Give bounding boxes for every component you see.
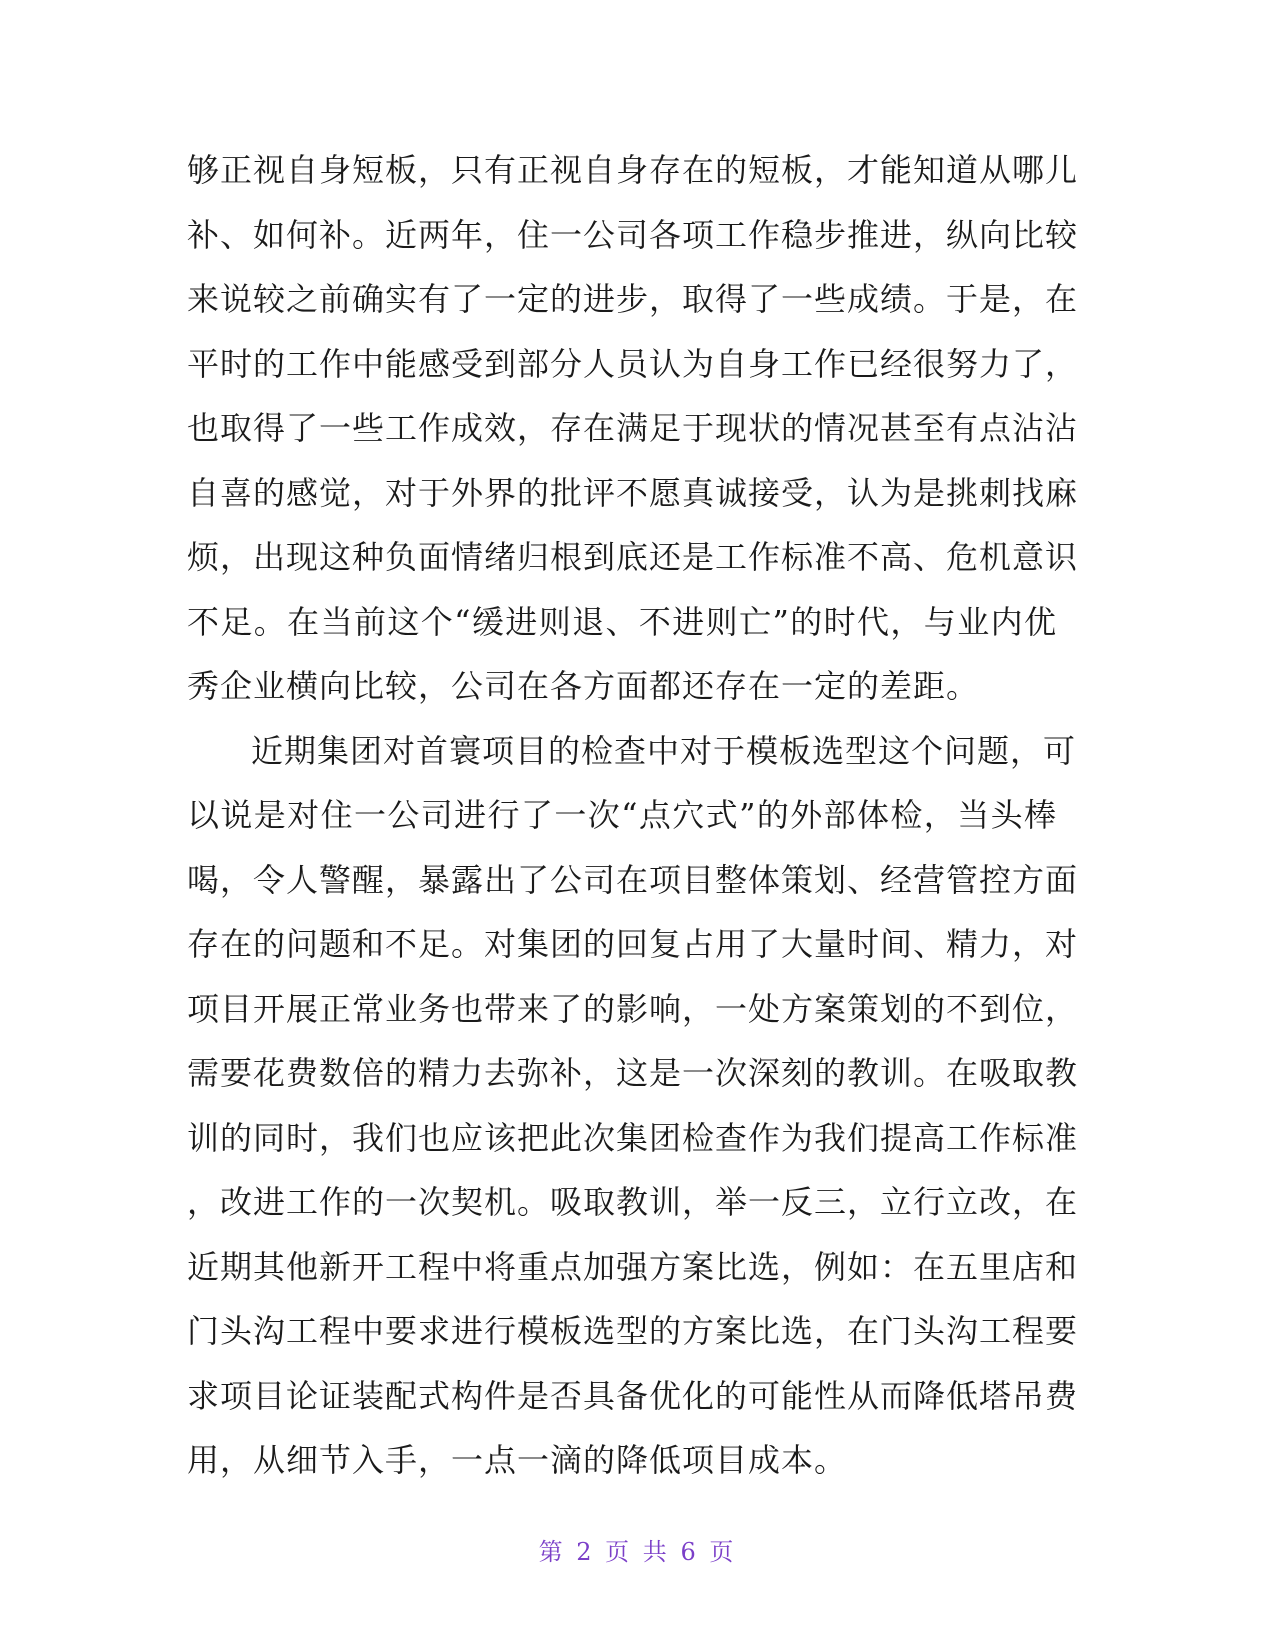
- text-line: 不足。在当前这个“缓进则退、不进则亡”的时代，与业内优: [187, 602, 1057, 641]
- text-line: 需要花费数倍的精力去弥补，这是一次深刻的教训。在吸取教: [187, 1054, 1079, 1092]
- text-line: 以说是对住一公司进行了一次“点穴式”的外部体检，当头棒: [187, 796, 1057, 834]
- text-line: 求项目论证装配式构件是否具备优化的可能性从而降低塔吊费: [187, 1376, 1079, 1415]
- text-line: 烦，出现这种负面情绪归根到底还是工作标准不高、危机意识: [187, 538, 1079, 576]
- text-line: 秀企业横向比较，公司在各方面都还存在一定的差距。: [187, 667, 980, 705]
- text-line: ，改进工作的一次契机。吸取教训，举一反三，立行立改，在: [187, 1183, 1079, 1221]
- document-body: [187, 138, 1079, 1493]
- paragraph-2: [187, 719, 1079, 1493]
- text-line: 也取得了一些工作成效，存在满足于现状的情况甚至有点沾沾: [187, 409, 1079, 447]
- text-line: 来说较之前确实有了一定的进步，取得了一些成绩。于是，在: [187, 280, 1079, 318]
- text-line: 近期集团对首寰项目的检查中对于模板选型这个问题，可: [251, 731, 1077, 770]
- text-line: 门头沟工程中要求进行模板选型的方案比选，在门头沟工程要: [187, 1312, 1079, 1350]
- text-line: 喝，令人警醒，暴露出了公司在项目整体策划、经营管控方面: [187, 860, 1079, 899]
- text-line: 自喜的感觉，对于外界的批评不愿真诚接受，认为是挑刺找麻: [187, 473, 1079, 512]
- text-line: 项目开展正常业务也带来了的影响，一处方案策划的不到位，: [187, 989, 1079, 1028]
- text-line: 用，从细节入手，一点一滴的降低项目成本。: [187, 1441, 848, 1479]
- paragraph-1: [187, 138, 1079, 719]
- text-line: 存在的问题和不足。对集团的回复占用了大量时间、精力，对: [187, 925, 1079, 963]
- text-line: 够正视自身短板，只有正视自身存在的短板，才能知道从哪儿: [187, 151, 1079, 189]
- text-line: 补、如何补。近两年，住一公司各项工作稳步推进，纵向比较: [187, 215, 1079, 254]
- text-line: 近期其他新开工程中将重点加强方案比选，例如：在五里店和: [187, 1247, 1079, 1286]
- page-number-footer: 第 2 页 共 6 页: [538, 1538, 737, 1566]
- text-line: 训的同时，我们也应该把此次集团检查作为我们提高工作标准: [187, 1118, 1079, 1157]
- text-line: 平时的工作中能感受到部分人员认为自身工作已经很努力了，: [187, 344, 1079, 383]
